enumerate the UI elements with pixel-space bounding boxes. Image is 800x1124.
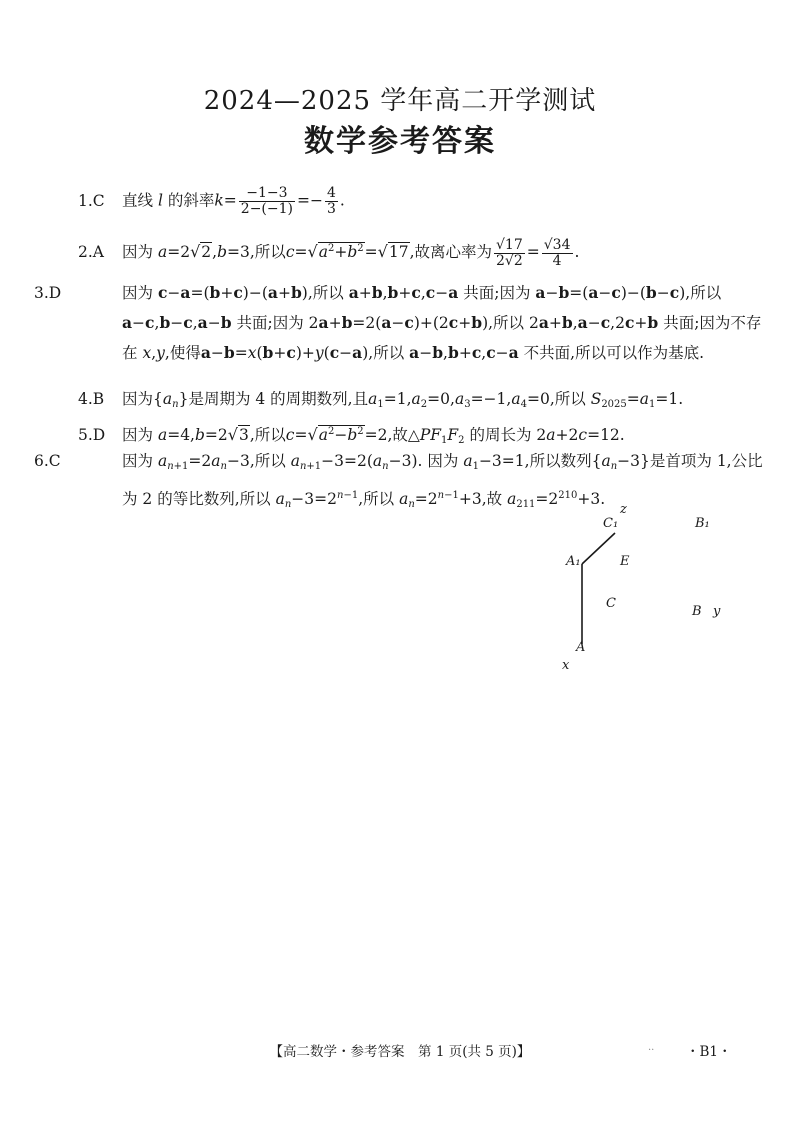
label-x: x — [562, 658, 570, 673]
label-e: E — [620, 554, 630, 569]
label-a: A — [576, 640, 586, 655]
page-title: 2024—2025 学年高二开学测试 — [203, 86, 597, 116]
answer-2: 2.A 因为 a=2√2,b=3,所以$c=√a^2+b^2=√17$,故离心率为 $\frac{√17}{2√2}$ = $\frac{√34}{4}$ . — [78, 236, 580, 269]
fraction: $\frac{4}{3}$ — [326, 185, 336, 217]
page-subtitle: 数学参考答案 — [304, 124, 496, 159]
geometry-figure — [556, 500, 736, 680]
footer-page-info: 【高二数学・参考答案 第 1 页(共 5 页)】 — [269, 1044, 531, 1060]
answer-3: 3.D 因为 c−a=(b+c)−(a+b),所以 a+b,b+c,c−a 共面;因为 a−b=(a−c)−(b−c),所以 a−c,b−c,a−b 共面;因为 2a+b=2(a−c)+(2c+b),所以 2a+b,a−c,2c+b 共面;因为不存在 x,y,使得a−b=x(b+c)+y(c−a),所以 a−b,b+c,c−a 不共面,所以可以作为基底. — [34, 283, 762, 362]
answer-1: 1.C 直线 l 的斜率k= $\frac{-1-3}{2-(-1)}$ =− $\frac{4}{3}$ . — [78, 185, 345, 217]
label-a1: A₁ — [566, 554, 581, 569]
answer-4: 4.B 因为$\{a_n\}$是周期为 4 的周期数列,且$a_1=1,a_2=0,a_3=-1,a_4=0$,所以 $S_{2025}=a_1=1$. — [78, 390, 684, 410]
edge-a1-c1 — [582, 533, 615, 564]
fraction: $\frac{√34}{4}$ — [543, 236, 571, 269]
label-y: y — [713, 604, 721, 619]
label-c1: C₁ — [603, 516, 619, 531]
label-z: z — [620, 502, 627, 517]
answer-5: 5.D 因为 a=4,b=2√3,所以$c=√a^2-b^2=2$,故$\triangle PF_1F_2$ 的周长为 2a+2c=12. — [78, 425, 625, 446]
answer-6: 6.C 因为 $a_{n+1}=2a_n-3$,所以 $a_{n+1}-3=2(a_n-3)$. 因为 $a_1-3=1$,所以数列$\{a_n-3\}$是首项为 1,公比为 2 的等比数列,所以 $a_n-3=2^{n-1}$,所以 $a_n=2^{n-1}+3$,故 $a_{211}=2^{210}+3$. — [34, 452, 763, 510]
fraction: $\frac{√17}{2√2}$ — [496, 236, 523, 269]
fraction: $\frac{-1-3}{2-(-1)}$ — [240, 185, 293, 217]
label-b1: B₁ — [695, 516, 710, 531]
label-c: C — [606, 596, 616, 611]
label-b: B — [692, 604, 702, 619]
footer-dots: .. — [648, 1042, 655, 1053]
footer-page-mark: ・B1・ — [686, 1044, 732, 1060]
